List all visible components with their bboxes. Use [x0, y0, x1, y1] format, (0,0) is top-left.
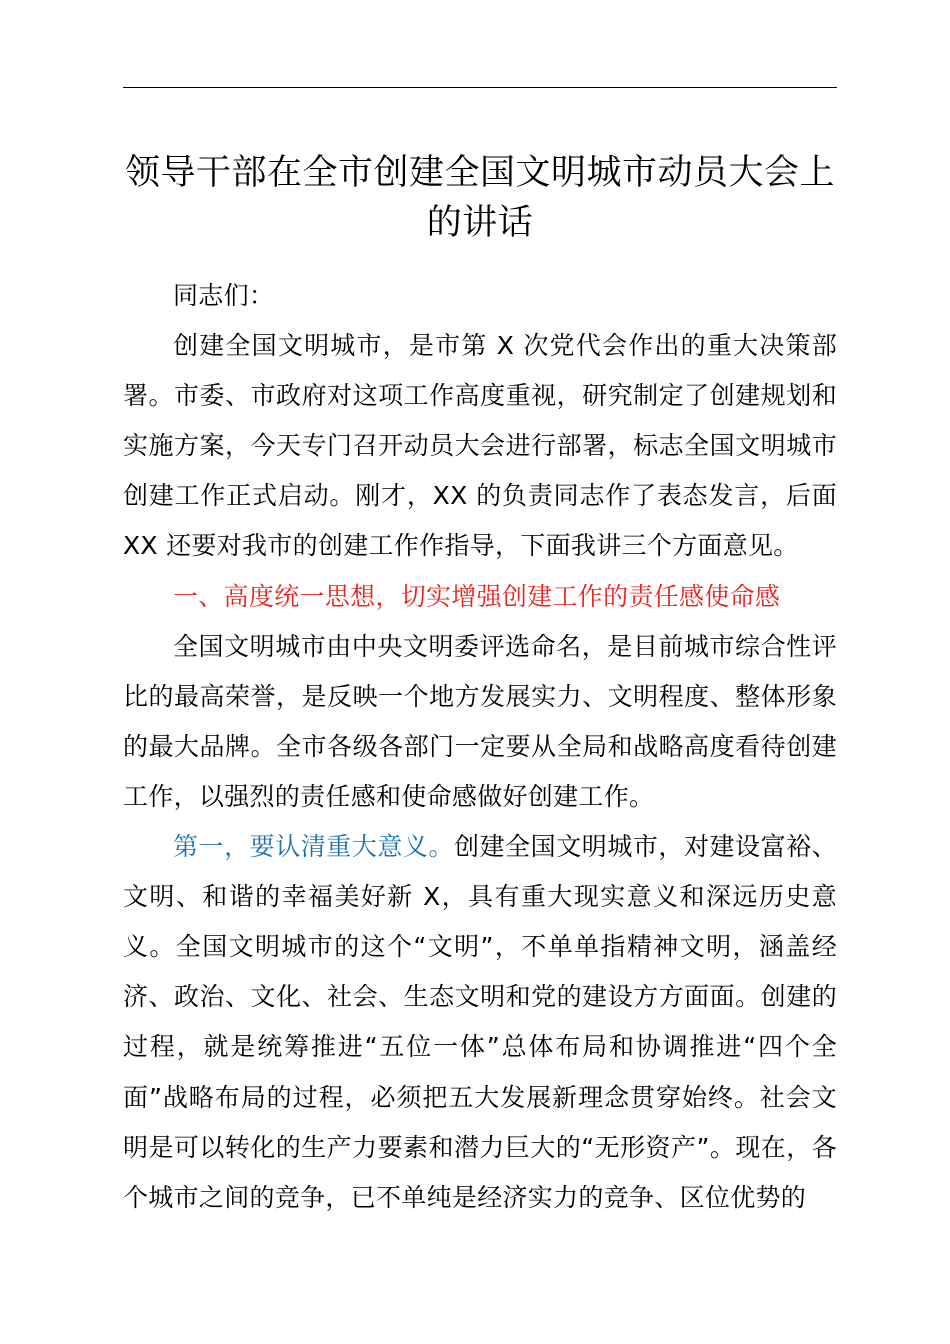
document-title: [100, 148, 860, 248]
point-1-paragraph: [123, 822, 837, 1223]
point-1-lead: 第一，要认清重大意义。: [173, 832, 455, 862]
header-rule: [123, 87, 837, 88]
section-1-paragraph: 全国文明城市由中央文明委评选命名，是目前城市综合性评比的最高荣誉，是反映一个地方发展实力、文明程度、整体形象的最大品牌。全市各级各部门一定要从全局和战略高度看待创建工作，以强烈的责任感和使命感做好创建工作。: [123, 631, 837, 811]
intro-paragraph: 创建全国文明城市，是市第 X 次党代会作出的重大决策部署。市委、市政府对这项工作高度重视，研究制定了创建规划和实施方案，今天专门召开动员大会进行部署，标志全国文明城市创建工作正式启动。刚才，XX 的负责同志作了表态发言，后面 XX 还要对我市的创建工作作指导，下面我讲三个方面意见。: [123, 331, 837, 561]
title-line-1: 领导干部在全市创建全国文明城市动员大会上: [124, 153, 835, 193]
section-heading-1: 一、高度统一思想，切实增强创建工作的责任感使命感: [173, 581, 781, 611]
point-1-text: 创建全国文明城市，对建设富裕、文明、和谐的幸福美好新 X，具有重大现实意义和深远历史意义。全国文明城市的这个“文明”，不单单指精神文明，涵盖经济、政治、文化、社会、生态文明和党的建设方方面面。创建的过程，就是统筹推进“五位一体”总体布局和协调推进“四个全面”战略布局的过程，必须把五大发展新理念贯穿始终。社会文明是可以转化的生产力要素和潜力巨大的“无形资产”。现在，各个城市之间的竞争，已不单纯是经济实力的竞争、区位优势的: [123, 832, 837, 1212]
document-body: [123, 271, 837, 1223]
salutation: 同志们：: [173, 281, 275, 310]
title-line-2: 的讲话: [426, 203, 534, 243]
